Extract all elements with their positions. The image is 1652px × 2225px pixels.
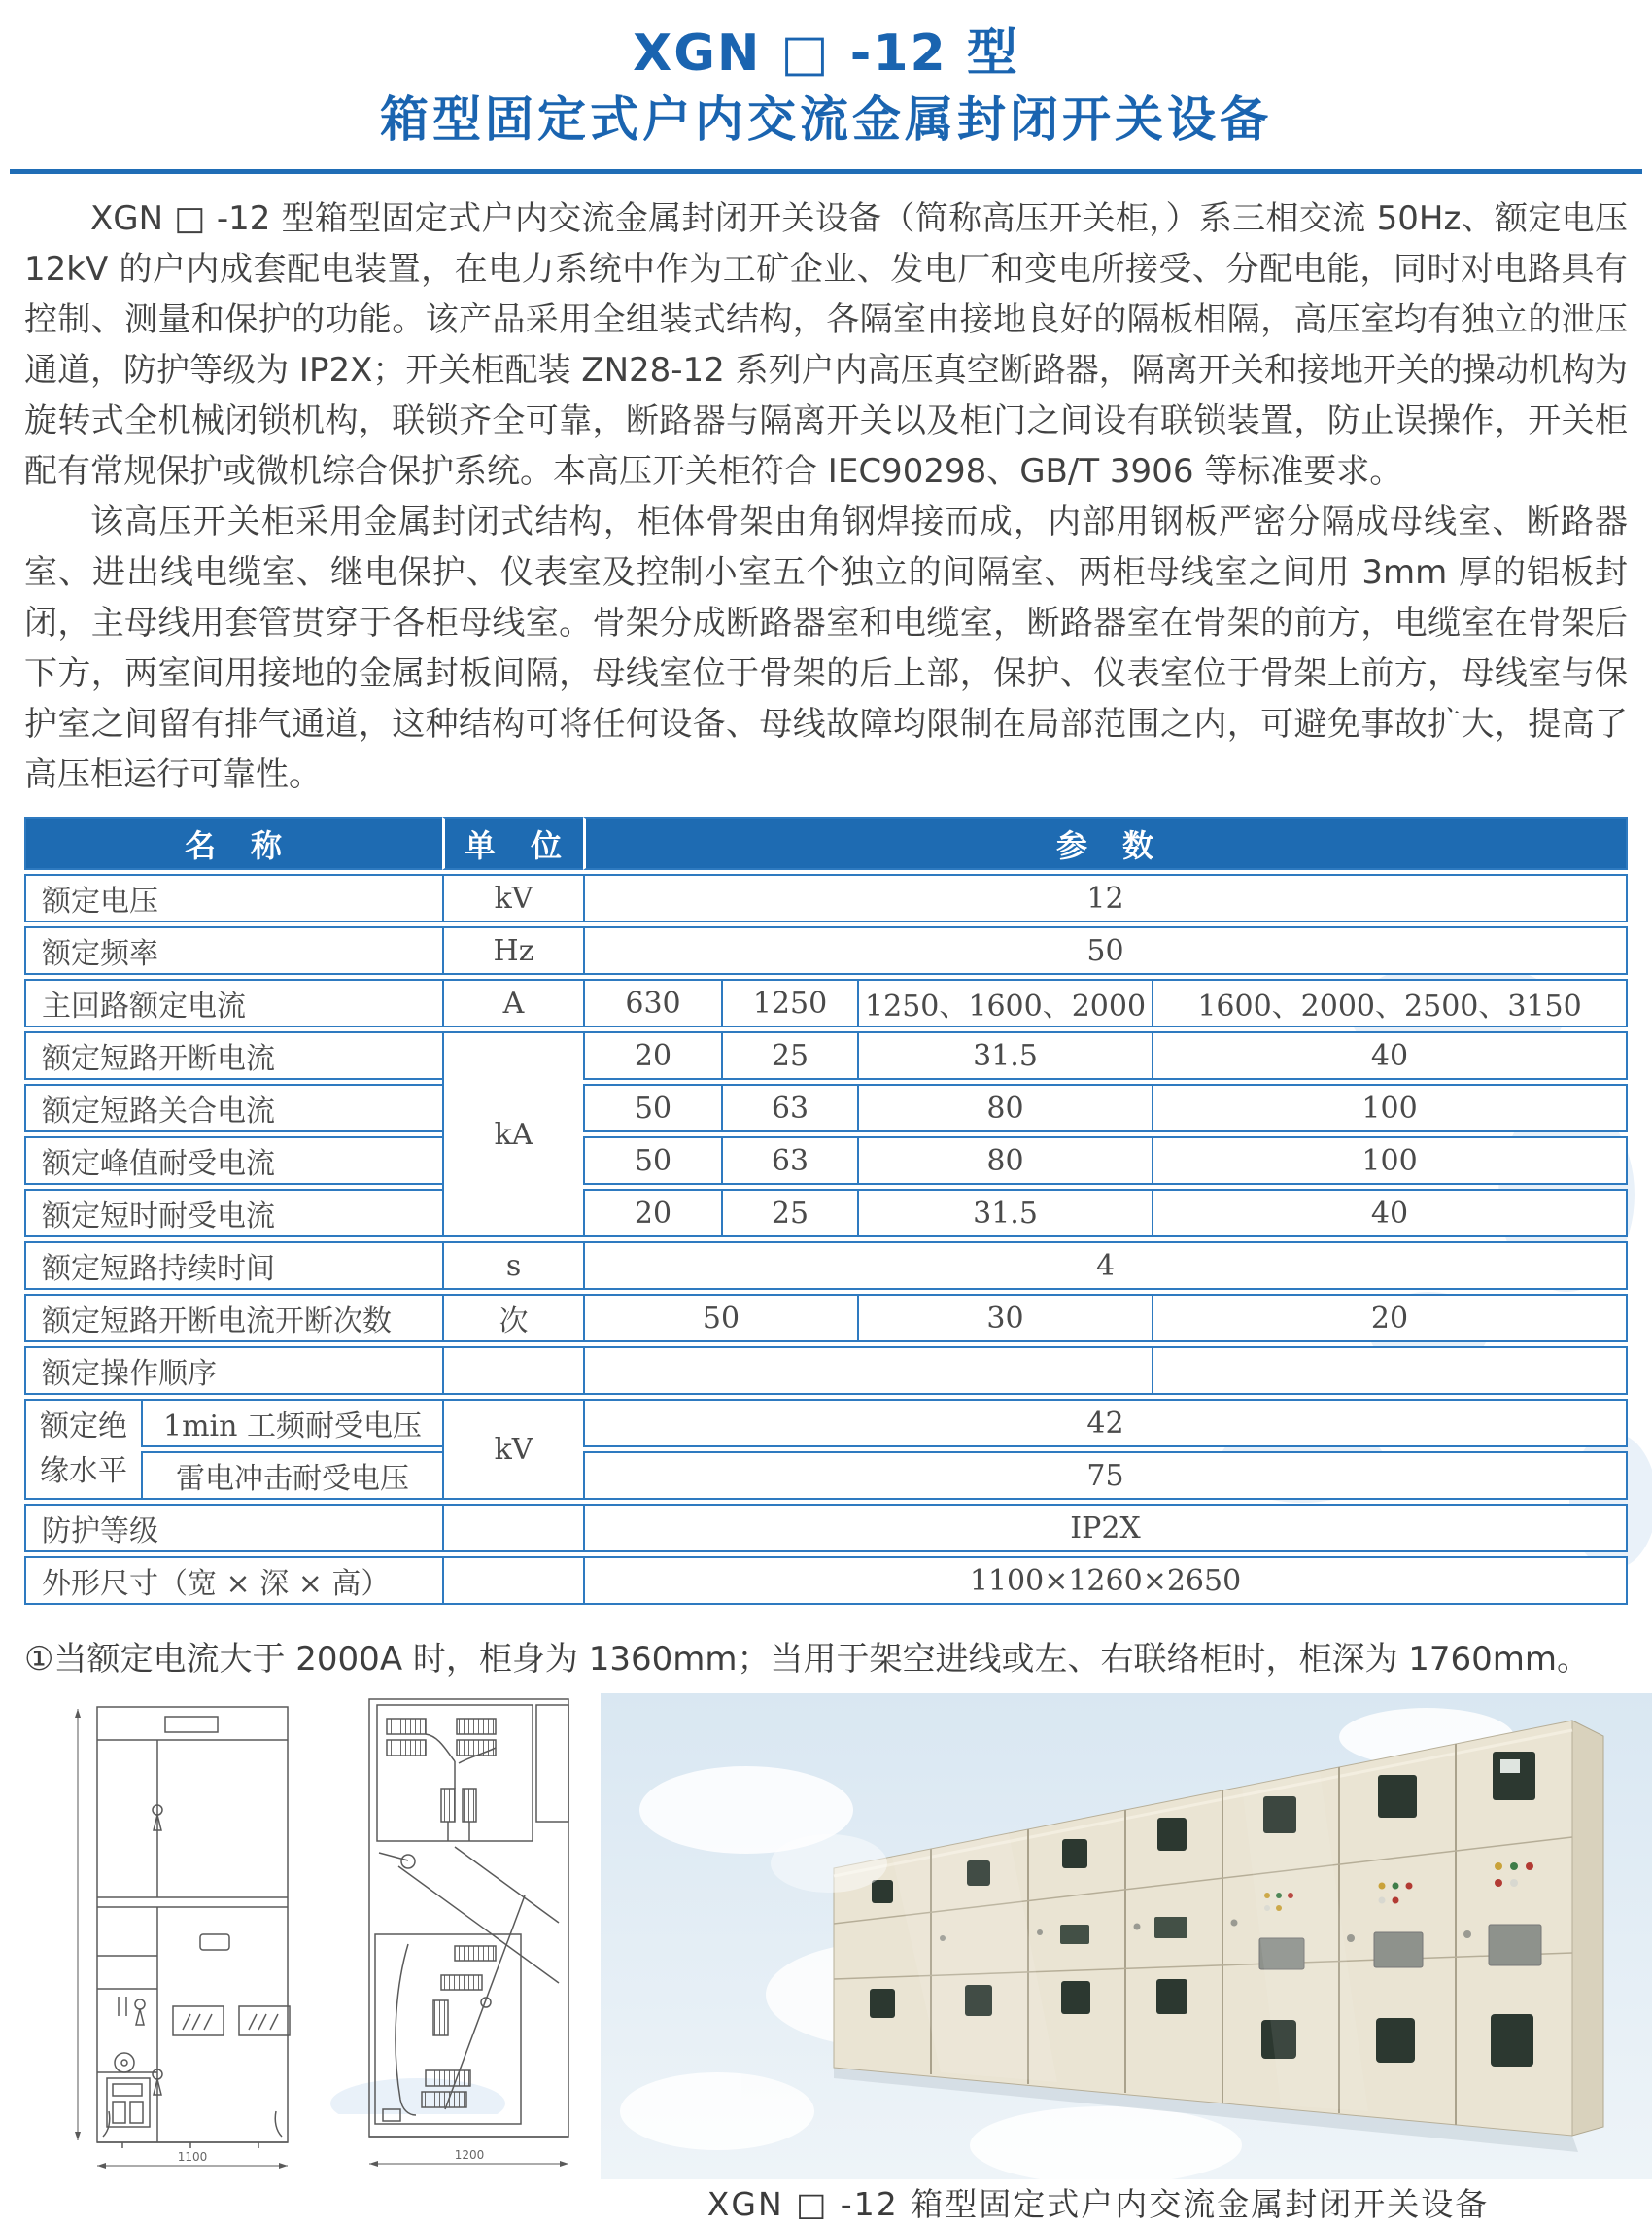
- row-label: 额定短路持续时间: [24, 1241, 442, 1290]
- spec-table: [24, 814, 1628, 1609]
- table-row-breaking-times: [24, 1294, 1628, 1342]
- row-unit-empty: [442, 1346, 583, 1395]
- page-content: [0, 23, 1652, 2225]
- row-value: 31.5: [857, 1189, 1152, 1237]
- row-value: 12: [583, 874, 1628, 922]
- page-subtitle: 箱型固定式户内交流金属封闭开关设备: [380, 91, 1272, 148]
- intro-section: [24, 193, 1628, 800]
- figure-area: [0, 1691, 1652, 2179]
- row-unit: s: [442, 1241, 583, 1290]
- row-value: 50: [583, 1084, 721, 1132]
- row-sublabel: 1min 工频耐受电压: [141, 1399, 442, 1447]
- row-value: 1250、1600、2000: [857, 979, 1152, 1027]
- row-value: 20: [583, 1189, 721, 1237]
- row-label: 防护等级: [24, 1504, 442, 1552]
- row-unit: 次: [442, 1294, 583, 1342]
- datasheet-page: [0, 23, 1652, 2223]
- table-row-insulation-lightning-impulse: [24, 1451, 1628, 1500]
- switchgear-photo: [601, 1693, 1652, 2179]
- row-label: 主回路额定电流: [24, 979, 442, 1027]
- row-unit-ka: kA: [442, 1031, 583, 1237]
- footnote: ①当额定电流大于 2000A 时，柜身为 1360mm；当用于架空进线或左、右联络柜时，柜深为 1760mm。: [24, 1640, 1591, 1679]
- table-row-dimensions: [24, 1556, 1628, 1605]
- row-value: 42: [583, 1399, 1628, 1447]
- table-row-rated-frequency: [24, 926, 1628, 975]
- row-value: 63: [721, 1136, 857, 1185]
- row-label: 额定峰值耐受电流: [24, 1136, 442, 1185]
- row-value: 40: [1152, 1031, 1628, 1080]
- row-label: 额定操作顺序: [24, 1346, 442, 1395]
- row-value: 1600、2000、2500、3150: [1152, 979, 1628, 1027]
- row-value: 50: [583, 926, 1628, 975]
- row-label: 额定短路关合电流: [24, 1084, 442, 1132]
- table-row-insulation-power-frequency: [24, 1399, 1628, 1447]
- table-header-row: [24, 817, 1628, 870]
- row-value: 40: [1152, 1189, 1628, 1237]
- header-param: 参 数: [583, 817, 1628, 870]
- table-row-operation-sequence: [24, 1346, 1628, 1395]
- table-row-peak-withstand: [24, 1136, 1628, 1185]
- row-label: 额定短路开断电流: [24, 1031, 442, 1080]
- row-label: 额定短时耐受电流: [24, 1189, 442, 1237]
- row-value: 100: [1152, 1084, 1628, 1132]
- row-unit-empty: [442, 1504, 583, 1552]
- header-unit: 单 位: [442, 817, 583, 870]
- row-sublabel: 雷电冲击耐受电压: [141, 1451, 442, 1500]
- row-value: 50: [583, 1294, 857, 1342]
- table-row-protection-degree: [24, 1504, 1628, 1552]
- row-label: 额定频率: [24, 926, 442, 975]
- table-row-short-circuit-duration: [24, 1241, 1628, 1290]
- row-unit-empty: [442, 1556, 583, 1605]
- row-value: 25: [721, 1031, 857, 1080]
- table-row-short-time-withstand: [24, 1189, 1628, 1237]
- row-label: 额定短路开断电流开断次数: [24, 1294, 442, 1342]
- row-value: 20: [583, 1031, 721, 1080]
- side-view-drawing: [340, 1691, 622, 2187]
- row-value: 100: [1152, 1136, 1628, 1185]
- row-value: 75: [583, 1451, 1628, 1500]
- row-label: 额定电压: [24, 874, 442, 922]
- row-unit: kV: [442, 874, 583, 922]
- row-value: 20: [1152, 1294, 1628, 1342]
- row-unit-kv: kV: [442, 1399, 583, 1500]
- header-name: 名 称: [24, 817, 442, 870]
- table-row-main-circuit-current: [24, 979, 1628, 1027]
- row-value: 80: [857, 1136, 1152, 1185]
- page-title: XGN □ -12 型: [633, 24, 1019, 83]
- front-view-drawing: [64, 1697, 309, 2183]
- row-value: 25: [721, 1189, 857, 1237]
- row-value: 80: [857, 1084, 1152, 1132]
- intro-paragraph-2: 该高压开关柜采用金属封闭式结构，柜体骨架由角钢焊接而成，内部用钢板严密分隔成母线室、断路器室、进出线电缆室、继电保护、仪表室及控制小室五个独立的间隔室、两柜母线室之间用 3mm 厚的铝板封闭，主母线用套管贯穿于各柜母线室。骨架分成断路器室和电缆室，断路器室在骨架的前方，电缆室在骨架后下方，两室间用接地的金属封板间隔，母线室位于骨架的后上部，保护、仪表室位于骨架上前方，母线室与保护室之间留有排气通道，这种结构可将任何设备、母线故障均限制在局部范围之内，可避免事故扩大，提高了高压柜运行可靠性。: [24, 503, 1628, 794]
- row-unit: A: [442, 979, 583, 1027]
- row-value: 30: [857, 1294, 1152, 1342]
- row-unit: Hz: [442, 926, 583, 975]
- row-value: 50: [583, 1136, 721, 1185]
- row-group-label: 额定绝缘水平: [24, 1399, 141, 1500]
- table-row-making-current: [24, 1084, 1628, 1132]
- row-value: 4: [583, 1241, 1628, 1290]
- row-value: IP2X: [583, 1504, 1628, 1552]
- table-row-breaking-current: [24, 1031, 1628, 1080]
- row-value: 31.5: [857, 1031, 1152, 1080]
- row-value-empty: [583, 1346, 1152, 1395]
- side-view-depth-dimension: 1200: [454, 2148, 485, 2162]
- row-value: 1100×1260×2650: [583, 1556, 1628, 1605]
- row-label: 外形尺寸（宽 × 深 × 高）: [24, 1556, 442, 1605]
- front-view-width-dimension: 1100: [177, 2150, 208, 2164]
- row-value: 63: [721, 1084, 857, 1132]
- intro-paragraph-1: XGN □ -12 型箱型固定式户内交流金属封闭开关设备（简称高压开关柜，）系三相交流 50Hz、额定电压 12kV 的户内成套配电装置，在电力系统中作为工矿企业、发电厂和变电所接受、分配电能，同时对电路具有控制、测量和保护的功能。该产品采用全组装式结构，各隔室由接地良好的隔板相隔，高压室均有独立的泄压通道，防护等级为 IP2X；开关柜配装 ZN28-12 系列户内高压真空断路器，隔离开关和接地开关的操动机构为旋转式全机械闭锁机构，联锁齐全可靠，断路器与隔离开关以及柜门之间设有联锁装置，防止误操作，开关柜配有常规保护或微机综合保护系统。本高压开关柜符合 IEC90298、GB/T 3906 等标准要求。: [24, 199, 1628, 491]
- table-row-rated-voltage: [24, 874, 1628, 922]
- figure-caption: XGN □ -12 箱型固定式户内交流金属封闭开关设备: [706, 2185, 1490, 2223]
- row-value: 1250: [721, 979, 857, 1027]
- row-value-empty: [1152, 1346, 1628, 1395]
- row-value: 630: [583, 979, 721, 1027]
- title-divider-rule: [10, 169, 1642, 174]
